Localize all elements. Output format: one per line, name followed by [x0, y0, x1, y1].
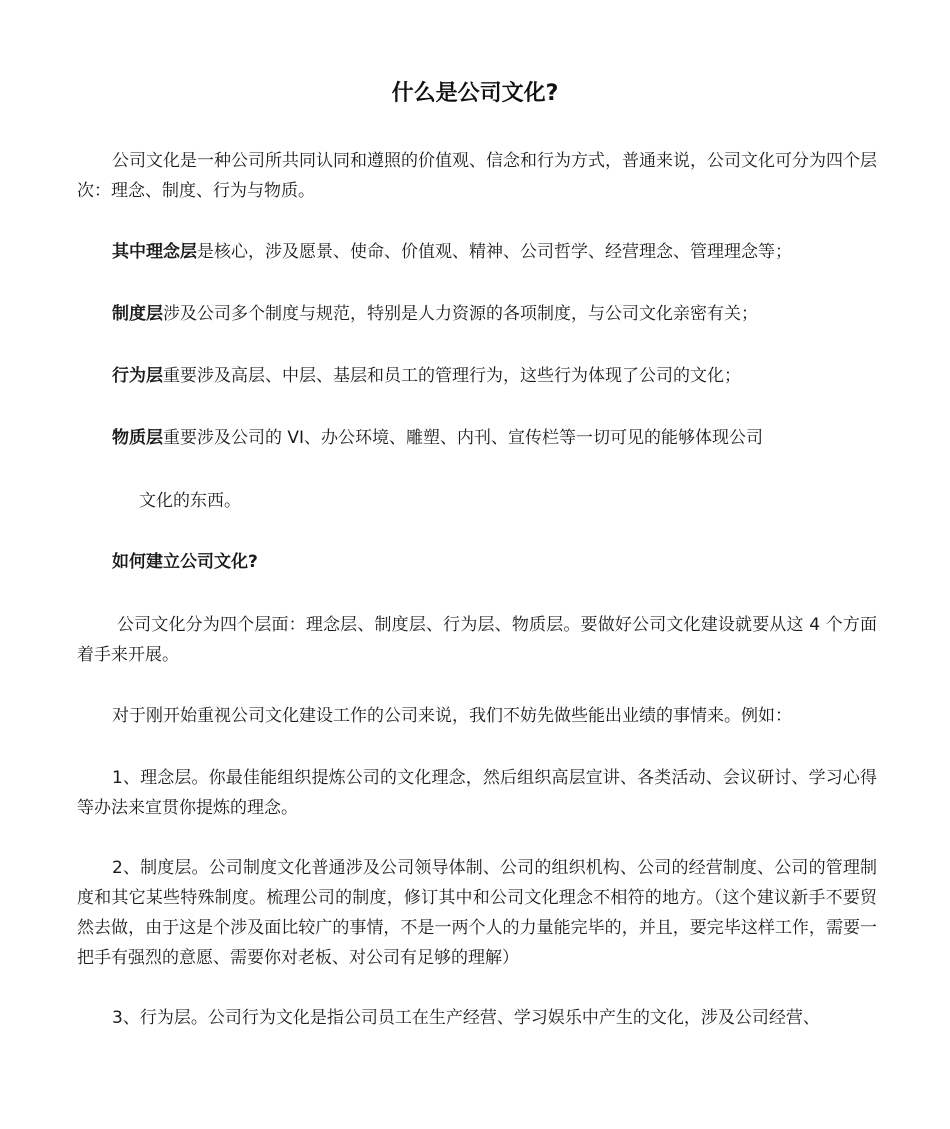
layer-desc: 涉及公司多个制度与规范，特别是人力资源的各项制度，与公司文化亲密有关； — [163, 304, 758, 324]
intro-paragraph: 公司文化是一种公司所共同认同和遵照的价值观、信念和行为方式，普通来说，公司文化可分为四个层次：理念、制度、行为与物质。 — [77, 151, 877, 201]
page-title: 什么是公司文化? — [391, 81, 559, 106]
layer-item-material-cont: 文化的东西。 — [139, 491, 241, 511]
start-paragraph: 对于刚开始重视公司文化建设工作的公司来说，我们不妨先做些能出业绩的事情来。例如： — [112, 706, 792, 726]
item-3-paragraph: 3、行为层。公司行为文化是指公司员工在生产经营、学习娱乐中产生的文化，涉及公司经营、 — [112, 1008, 820, 1028]
four-layers-paragraph: 公司文化分为四个层面：理念层、制度层、行为层、物质层。要做好公司文化建设就要从这 4 个方面着手来开展。 — [77, 615, 877, 665]
item-1-paragraph: 1、理念层。你最佳能组织提炼公司的文化理念，然后组织高层宣讲、各类活动、会议研讨、学习心得等办法来宣贯你提炼的理念。 — [77, 768, 877, 818]
layer-term: 行为层 — [112, 366, 163, 386]
layer-term: 物质层 — [112, 428, 163, 448]
section-heading-text: 如何建立公司文化? — [112, 552, 258, 572]
layer-item-concept — [112, 237, 892, 267]
layer-term: 其中理念层 — [112, 242, 197, 262]
layer-desc: 是核心，涉及愿景、使命、价值观、精神、公司哲学、经营理念、管理理念等； — [197, 242, 792, 262]
layer-term: 制度层 — [112, 304, 163, 324]
layer-item-behavior — [112, 361, 892, 391]
layer-desc: 重要涉及公司的 VI、办公环境、雕塑、内刊、宣传栏等一切可见的能够体现公司 — [163, 428, 764, 448]
item-2-paragraph: 2、制度层。公司制度文化普通涉及公司领导体制、公司的组织机构、公司的经营制度、公司的管理制度和其它某些特殊制度。梳理公司的制度，修订其中和公司文化理念不相符的地方。（这个建议新手不要贸然去做，由于这是个涉及面比较广的事情，不是一两个人的力量能完毕的，并且，要完毕这样工作，需要一把手有强烈的意愿、需要你对老板、对公司有足够的理解） — [77, 858, 877, 968]
section-heading — [112, 547, 892, 577]
layer-item-system — [112, 299, 892, 329]
layer-item-material — [112, 423, 892, 453]
layer-desc: 重要涉及高层、中层、基层和员工的管理行为，这些行为体现了公司的文化； — [163, 366, 741, 386]
